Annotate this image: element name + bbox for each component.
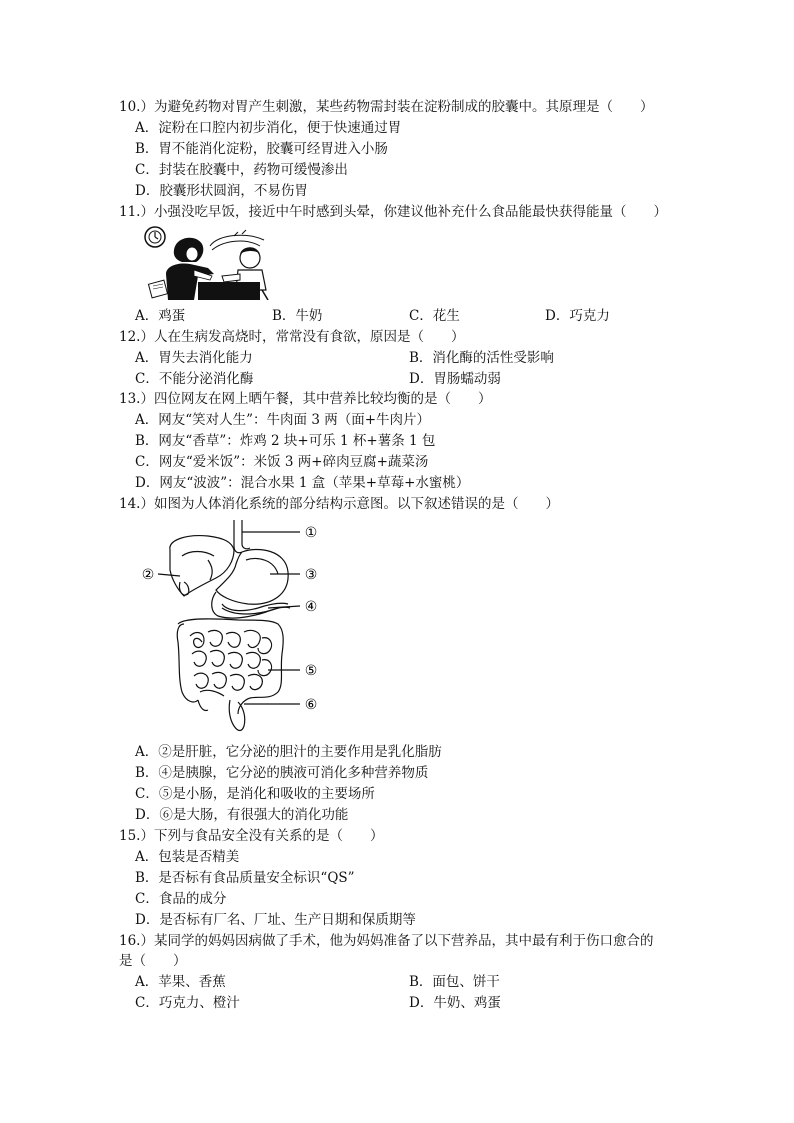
question-12-stem: 12.）人在生病发高烧时，常常没有食欲，原因是（ ）	[119, 329, 465, 345]
question-14-stem: 14.）如图为人体消化系统的部分结构示意图。以下叙述错误的是（ ）	[119, 496, 559, 512]
question-14-option-b: B．④是胰腺，它分泌的胰液可消化多种营养物质	[135, 765, 429, 781]
question-10-option-b: B．胃不能消化淀粉，胶囊可经胃进入小肠	[135, 141, 388, 157]
question-15-option-c: C．食品的成分	[135, 891, 227, 907]
question-16-option-a: A．苹果、香蕉	[135, 974, 226, 990]
question-11-option-a: A．鸡蛋	[135, 308, 186, 324]
question-16-stem: 16.）某同学的妈妈因病做了手术，他为妈妈准备了以下营养品，其中最有利于伤口愈合的	[119, 933, 654, 949]
question-13-option-a: A．网友“笑对人生”：牛肉面 3 两（面+牛肉片）	[135, 412, 431, 428]
diagram-label-4: ④	[304, 599, 318, 615]
question-11-option-c: C．花生	[409, 308, 460, 324]
question-15-stem: 15.）下列与食品安全没有关系的是（ ）	[119, 828, 384, 844]
diagram-label-1: ①	[304, 525, 318, 541]
question-15-option-a: A．包装是否精美	[135, 849, 240, 865]
question-10-stem: 10.）为避免药物对胃产生刺激，某些药物需封装在淀粉制成的胶囊中。其原理是（ ）	[119, 99, 654, 115]
question-12-option-a: A．胃失去消化能力	[135, 350, 253, 366]
question-13-option-c: C．网友“爱米饭”：米饭 3 两+碎肉豆腐+蔬菜汤	[135, 454, 429, 470]
question-16-option-c: C．巧克力、橙汁	[135, 995, 240, 1011]
question-13-stem: 13.）四位网友在网上晒午餐，其中营养比较均衡的是（ ）	[119, 391, 492, 407]
question-10-option-a: A．淀粉在口腔内初步消化，便于快速通过胃	[135, 120, 402, 136]
question-16-option-b: B．面包、饼干	[409, 974, 500, 990]
question-14-option-c: C．⑤是小肠，是消化和吸收的主要场所	[135, 786, 375, 802]
diagram-label-2: ②	[141, 567, 155, 583]
question-12-option-b: B．消化酶的活性受影响	[409, 350, 554, 366]
question-14-option-d: D．⑥是大肠，有很强大的消化功能	[135, 807, 349, 823]
diagram-label-5: ⑤	[304, 663, 318, 679]
question-15-option-d: D．是否标有厂名、厂址、生产日期和保质期等	[135, 912, 416, 928]
question-12-option-c: C．不能分泌消化酶	[135, 371, 254, 387]
diagram-label-3: ③	[304, 567, 318, 583]
diagram-label-6: ⑥	[304, 697, 318, 713]
question-13-option-d: D．网友“波波”：混合水果 1 盒（苹果+草莓+水蜜桃）	[135, 475, 470, 491]
question-11-option-b: B．牛奶	[272, 308, 323, 324]
question-16-option-d: D．牛奶、鸡蛋	[409, 995, 501, 1011]
question-14-option-a: A．②是肝脏，它分泌的胆汁的主要作用是乳化脂肪	[135, 744, 442, 760]
question-11-stem: 11.）小强没吃早饭，接近中午时感到头晕，你建议他补充什么食品能最快获得能量（ ）	[119, 204, 667, 220]
question-10-option-c: C．封装在胶囊中，药物可缓慢渗出	[135, 162, 348, 178]
question-15-option-b: B．是否标有食品质量安全标识“QS”	[135, 870, 355, 886]
headache-illustration	[138, 224, 280, 300]
question-16-stem-continued: 是（ ）	[119, 953, 187, 969]
digestive-system-diagram	[138, 520, 322, 734]
question-13-option-b: B．网友“香草”：炸鸡 2 块+可乐 1 杯+薯条 1 包	[135, 433, 436, 449]
question-10-option-d: D．胶囊形状圆润，不易伤胃	[135, 183, 308, 199]
question-12-option-d: D．胃肠蠕动弱	[409, 371, 501, 387]
question-11-option-d: D．巧克力	[545, 308, 610, 324]
